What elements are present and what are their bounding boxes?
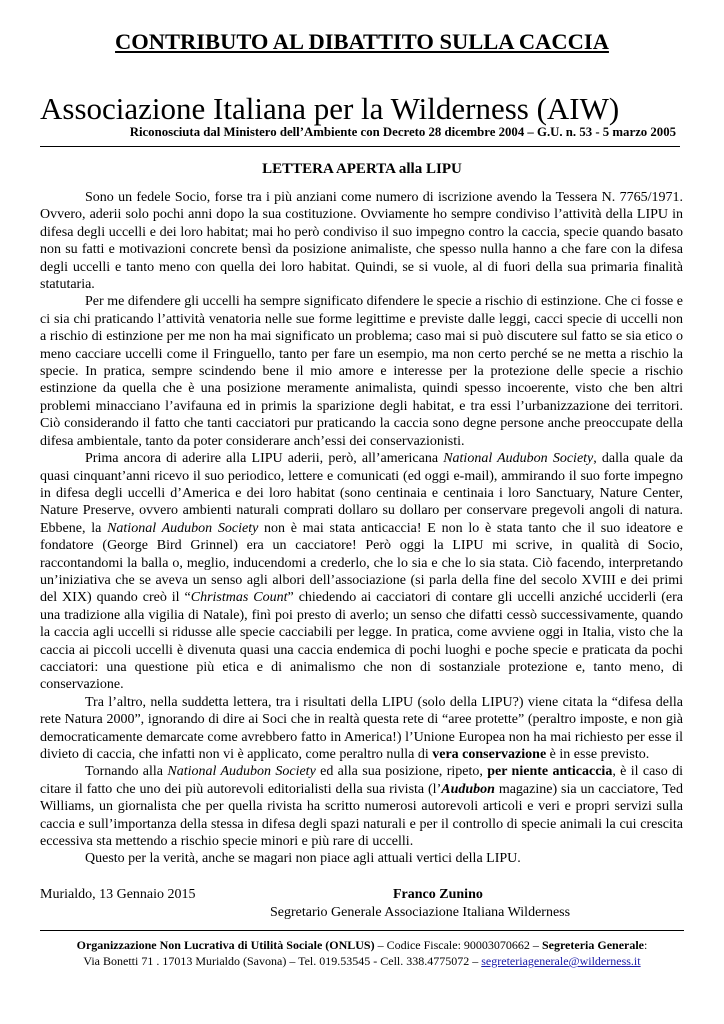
main-title: CONTRIBUTO AL DIBATTITO SULLA CACCIA bbox=[115, 29, 609, 54]
signoff-name: Franco Zunino bbox=[393, 887, 483, 902]
paragraph-2: Per me difendere gli uccelli ha sempre significato difendere le specie a rischio di estinzione. Che ci fosse e ci sia chi praticando l’attività venatoria nelle sue forme legittime e previste dalle leggi, cacci specie di uccelli non a rischio di estinzione per me non ha mai significato un problema; caso mai si può discutere sul fatto se sia etico o meno cacciare uccelli come il Fringuello, tanto per fare un esempio, ma non certo perché se ne metta a rischio la specie. In pratica, sempre scindendo bene il mio amore e interesse per la protezione delle specie a rischio estinzione da quella che è una posizione meramente animalista, quindi spesso incoerente, visto che ben altri problemi minacciano l’avifauna ed in primis la sparizione degli habitat, e tra essi l’urbanizzazione dei territori. Ciò considerando il fatto che tanti cacciatori pur praticando la caccia sono degne persone anche preoccupate della difesa ambientale, tanto da poter considerare anch’essi dei conservazionisti. bbox=[40, 294, 683, 449]
paragraph-4 bbox=[40, 694, 683, 764]
footer-secretariat-label: Segreteria Generale bbox=[541, 938, 645, 952]
paragraph-1: Sono un fedele Socio, forse tra i più anziani come numero di iscrizione avendo la Tessera N. 7765/1971. Ovvero, aderii solo pochi anni dopo la sua costituzione. Ovviamente ho sempre condiviso l’attività della LIPU in difesa degli uccelli e dei loro habitat; mai ho però condiviso il suo impegno contro la caccia, specie quando basato non su fatti e motivazioni concrete bensì da posizione animaliste, che spesso nulla hanno a che fare con la difesa degli uccelli e tanto meno con quella dei loro habitat. Quindi, se si vuole, al di fuori della sua primaria finalità statutaria. bbox=[40, 190, 683, 293]
letter-title: LETTERA APERTA alla LIPU bbox=[262, 161, 462, 177]
paragraph-5 bbox=[40, 763, 683, 850]
letter-body bbox=[40, 189, 683, 868]
p5-bold: per niente anticaccia bbox=[487, 764, 613, 780]
p3-christmas-count: Christmas Count bbox=[190, 590, 288, 606]
p3-text-c: non è mai stata anticaccia! E non lo è stata tanto che il suo ideatore e fondatore (George Bird Grinnel) era un cacciatore! Però oggi la LIPU mi scrive, in qualità di Socio, raccontandomi la balla o, meglio, inducendomi a crederlo, che lo sia e che lo sia stata. Ciò facendo, interpretando un’iniziativa che se aveva un senso agli albori dell’associazione (si parla della fine del secolo XVIII e dei primi del XIX) quando creò il “ bbox=[40, 520, 683, 606]
footer bbox=[40, 937, 684, 969]
footer-org-label: Organizzazione Non Lucrativa di Utilità Sociale (ONLUS) bbox=[76, 938, 375, 952]
header-divider bbox=[40, 146, 680, 147]
p5-nas: National Audubon Society bbox=[167, 764, 316, 780]
footer-line-1: Organizzazione Non Lucrativa di Utilità Sociale (ONLUS) – Codice Fiscale: 90003070662 – Segreteria Generale: bbox=[76, 938, 648, 952]
p5-text-c: , è il caso di citare il fatto che uno dei più autorevoli editorialisti della sua rivista (l’ bbox=[40, 764, 683, 797]
p4-text-a: Tra l’altro, nella suddetta lettera, tra i risultati della LIPU (solo della LIPU?) viene citata la “difesa della rete Natura 2000”, ignorando di dire ai Soci che in realtà questa rete di “aree protette” (peraltro imposte, e non già democraticamente demarcate come avrebbero fatto in America!) l’Unione Europea non ha mai richiesto per esse il divieto di caccia, che infatti non vi è applicato, come peraltro nulla di bbox=[40, 694, 683, 762]
p3-nas-1: National Audubon Society bbox=[443, 451, 594, 467]
paragraph-6: Questo per la verità, anche se magari non piace agli attuali vertici della LIPU. bbox=[85, 851, 521, 867]
footer-email-link[interactable]: segreteriagenerale@wilderness.it bbox=[481, 954, 641, 968]
paragraph-3 bbox=[40, 450, 683, 694]
footer-address: Via Bonetti 71 . 17013 Murialdo (Savona) – Tel. 019.53545 - Cell. 338.4775072 – bbox=[83, 954, 482, 968]
p5-audubon: Audubon bbox=[441, 781, 495, 797]
p3-nas-2: National Audubon Society bbox=[107, 520, 259, 536]
footer-divider bbox=[40, 930, 684, 931]
p3-text-d: ” chiedendo ai cacciatori di contare gli uccelli anziché ucciderli (era una tradizione alla vigilia di Natale), finì poi presto di averlo; un senso che difatti cessò successivamente, quando la caccia agli uccelli si ridusse alle specie cacciabili per legge. In pratica, come avviene oggi in Italia, visto che la caccia ai piccoli uccelli è divenuta quasi una caccia endemica di pochi luoghi e poche specie e praticata da pochi cacciatori: una questione più etica e di animalismo che non di sostanziale protezione e, tanto meno, di conservazione. bbox=[40, 590, 683, 693]
p3-text-b: , dalla quale da quasi cinquant’anni ricevo il suo periodico, lettere e comunicati (ed oggi e-mail), ammirando il suo forte impegno in difesa degli uccelli d’America e dei loro habitat (sono centinaia e centinaia i loro Sanctuary, Nature Center, Nature Preserve, ovvero ambienti naturali comprati dollaro su dollaro per conservare pregevoli angoli di natura. Ebbene, la bbox=[40, 451, 683, 536]
footer-line-2 bbox=[40, 953, 684, 969]
p4-text-b: è in esse previsto. bbox=[546, 747, 650, 762]
p5-text-a: Tornando alla bbox=[85, 764, 168, 780]
p4-bold: vera conservazione bbox=[432, 747, 547, 762]
p3-text-a: Prima ancora di aderire alla LIPU aderii, però, all’americana bbox=[85, 451, 444, 467]
signoff-role: Segretario Generale Associazione Italiana Wilderness bbox=[270, 905, 571, 920]
p5-text-b: ed alla sua posizione, ripeto, bbox=[315, 764, 488, 780]
footer-fiscal: – Codice Fiscale: 90003070662 – bbox=[374, 938, 542, 952]
signoff-date: Murialdo, 13 Gennaio 2015 bbox=[40, 887, 196, 902]
recognition-line: Riconosciuta dal Ministero dell’Ambiente con Decreto 28 dicembre 2004 – G.U. n. 53 - 5 marzo 2005 bbox=[129, 125, 676, 139]
organization-name: Associazione Italiana per la Wilderness (AIW) bbox=[40, 91, 620, 126]
p5-text-d: magazine) sia un cacciatore, Ted Williams, un giornalista che per quella rivista ha scritto numerosi autorevoli articoli e veri e propri servizi sulla caccia e sull’importanza della stessa in difesa degli spazi naturali e per il controllo di specie animali la cui crescita eccessiva sta mettendo a rischio specie minori e più rare di uccelli. bbox=[40, 781, 683, 850]
